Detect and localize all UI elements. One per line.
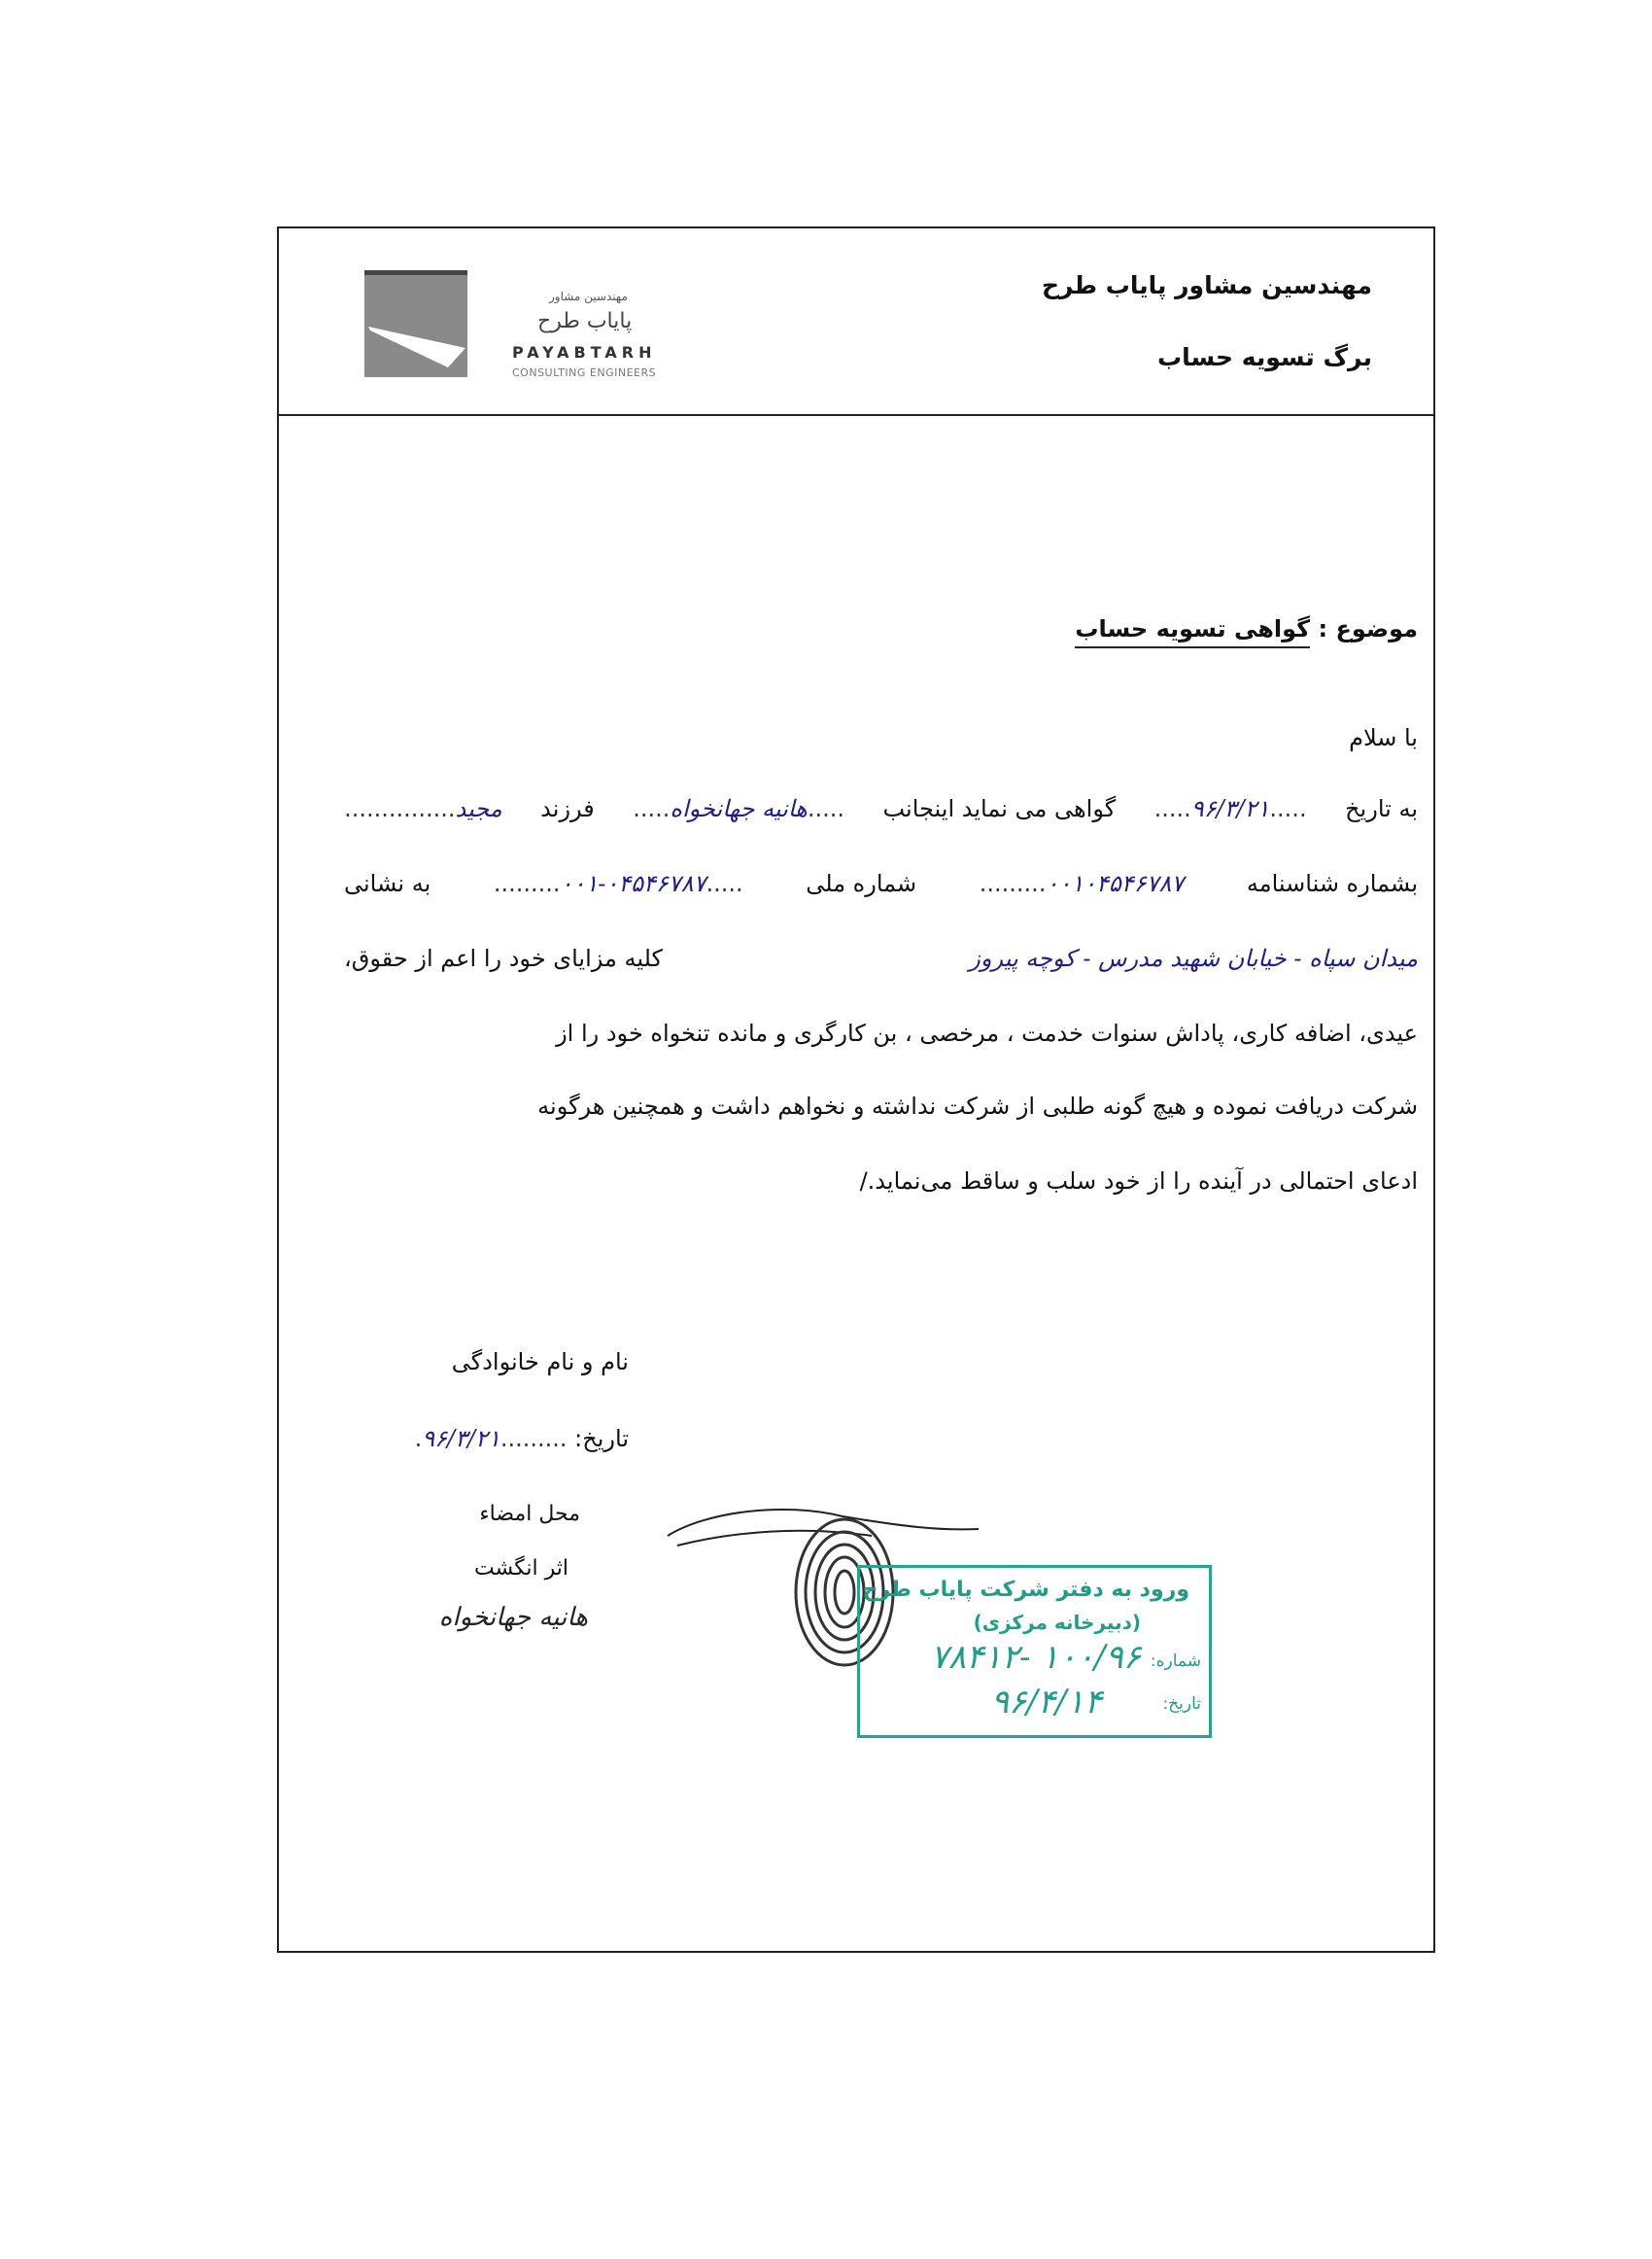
handwritten-name: هانیه جهانخواه xyxy=(438,1603,588,1632)
stamp-date-label: تاریخ: xyxy=(1162,1694,1201,1714)
stamp-title: ورود به دفتر شرکت پایاب طرح xyxy=(862,1578,1189,1602)
father-field: مجید............... xyxy=(344,795,502,822)
logo-mark-icon xyxy=(364,270,467,377)
filled-address: میدان سپاه - خیابان شهید مدرس - کوچه پیروز xyxy=(969,945,1418,972)
text-fragment: به نشانی xyxy=(344,870,431,897)
filled-date: ۹۶/۳/۲۱ xyxy=(1190,795,1270,822)
text-fragment: شماره ملی xyxy=(806,870,917,897)
name-field: .....هانیه جهانخواه..... xyxy=(633,795,844,822)
filled-national-id: ۰۰۱-۰۴۵۴۶۷۸۷ xyxy=(560,870,706,897)
form-title: برگ تسویه حساب xyxy=(1157,343,1372,371)
signature-date-label: تاریخ: xyxy=(574,1425,629,1452)
body-line-2 xyxy=(344,870,1418,897)
date-field: .....۹۶/۳/۲۱..... xyxy=(1153,795,1307,822)
logo-persian-small: مهندسین مشاور xyxy=(549,290,628,303)
company-name: مهندسین مشاور پایاب طرح xyxy=(1041,271,1372,299)
text-fragment: فرزند xyxy=(540,795,595,822)
logo-english: PAYABTARH xyxy=(512,343,657,362)
logo-persian: پایاب طرح xyxy=(537,309,633,333)
stamp-number: ۱۰۰/۹۶ -۷۸۴۱۲ xyxy=(930,1638,1141,1677)
body-line-1 xyxy=(344,795,1418,822)
filled-birth-cert: ۰۰۱۰۴۵۴۶۷۸۷ xyxy=(1046,870,1185,897)
text-fragment: به تاریخ xyxy=(1345,795,1418,822)
birth-cert-field: ۰۰۱۰۴۵۴۶۷۸۷......... xyxy=(979,870,1185,897)
subject-line xyxy=(1075,615,1418,643)
filled-father-name: مجید xyxy=(455,795,502,822)
body-line-4: عیدی، اضافه کاری، پاداش سنوات خدمت ، مرخصی ، بن کارگری و مانده تنخواه خود را از xyxy=(556,1020,1418,1047)
stamp-date: ۹۶/۴/۱۴ xyxy=(990,1683,1102,1721)
stamp-subtitle: (دبیرخانه مرکزی) xyxy=(973,1611,1141,1634)
logo-english-sub: CONSULTING ENGINEERS xyxy=(512,366,657,379)
stamp-number-label: شماره: xyxy=(1150,1651,1201,1671)
national-id-field: .....۰۰۱-۰۴۵۴۶۷۸۷......... xyxy=(493,870,743,897)
fingerprint-label: اثر انگشت xyxy=(474,1556,568,1581)
subject-value: گواهی تسویه حساب xyxy=(1075,615,1310,648)
signature-name-label: نام و نام خانوادگی xyxy=(451,1348,629,1375)
form-frame xyxy=(277,226,1435,1953)
signature-date-value: ۹۶/۳/۲۱ xyxy=(422,1425,500,1452)
body-line-5: شرکت دریافت نموده و هیچ گونه طلبی از شرکت نداشته و نخواهم داشت و همچنین هرگونه xyxy=(537,1093,1418,1120)
filled-name: هانیه جهانخواه xyxy=(670,795,808,822)
registration-stamp xyxy=(857,1565,1212,1738)
body-line-3 xyxy=(344,945,1418,972)
form-header xyxy=(279,228,1433,416)
body-line-6: ادعای احتمالی در آینده را از خود سلب و ساقط می‌نماید./ xyxy=(859,1167,1418,1195)
company-logo xyxy=(364,270,714,377)
text-fragment: کلیه مزایای خود را اعم از حقوق، xyxy=(344,945,663,972)
text-fragment: گواهی می نماید اینجانب xyxy=(882,795,1117,822)
greeting: با سلام xyxy=(1349,724,1418,751)
subject-label: موضوع : xyxy=(1318,615,1418,643)
signature-place-label: محل امضاء xyxy=(479,1502,580,1526)
signature-date-line: تاریخ: .........۹۶/۳/۲۱. xyxy=(414,1425,629,1452)
text-fragment: بشماره شناسنامه xyxy=(1246,870,1418,897)
